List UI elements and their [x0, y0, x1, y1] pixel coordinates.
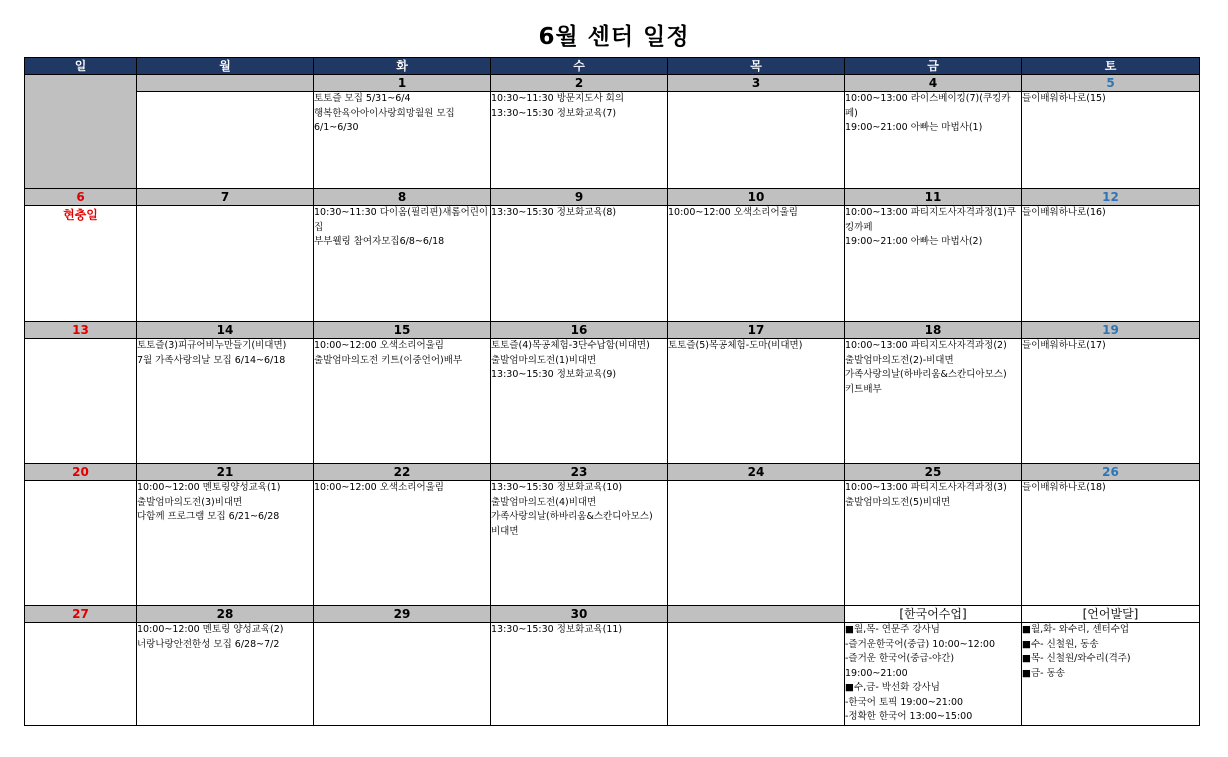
info-line: ■목- 신철원/와수리(격주) [1022, 653, 1131, 664]
day-events [25, 623, 137, 726]
day-events [314, 339, 491, 464]
day-number: 13 [25, 322, 137, 339]
day-number: 17 [668, 322, 845, 339]
day-number: 18 [845, 322, 1022, 339]
day-number: 26 [1022, 464, 1200, 481]
day-events [1022, 481, 1200, 606]
day-events [668, 623, 845, 726]
week-4-events [25, 481, 1200, 606]
event-item: 10:00~13:00 파티지도사자격과정(2) [845, 340, 1007, 351]
info-line: -즐거운 한국어(중급-야간) [845, 653, 955, 664]
day-events [845, 481, 1022, 606]
day-number: 21 [137, 464, 314, 481]
event-item: 출발엄마의도전(5)비대면 [845, 496, 951, 508]
day-number: 28 [137, 606, 314, 623]
empty-day-cell [25, 75, 137, 189]
day-events [491, 92, 668, 189]
week-5-events [25, 623, 1200, 726]
day-events [668, 92, 845, 189]
day-events [314, 623, 491, 726]
page-title: 6월 센터 일정 [538, 24, 690, 50]
day-events [314, 206, 491, 322]
event-item: 토토즐(4)목공체험-3단수납함(비대면) [491, 340, 650, 351]
event-item: 키트배부 [845, 383, 882, 395]
event-item: 토토즐 모집 5/31~6/4 [314, 93, 411, 104]
day-number: 23 [491, 464, 668, 481]
week-2-events [25, 206, 1200, 322]
event-item: 10:30~11:30 다이옴(필리핀)새롬어린이 [314, 207, 489, 218]
event-item: 출발엄마의도전(2)-비대면 [845, 354, 954, 366]
week-3-dates [25, 322, 1200, 339]
event-item: 10:30~11:30 방문지도사 회의 [491, 93, 624, 104]
day-number: 30 [491, 606, 668, 623]
day-number: 16 [491, 322, 668, 339]
event-item: 19:00~21:00 아빠는 마법사(2) [845, 236, 983, 247]
event-item: 13:30~15:30 정보화교육(10) [491, 482, 623, 493]
info-line: ■금- 동송 [1022, 667, 1065, 679]
week-2-dates [25, 189, 1200, 206]
info-line: ■수,금- 박선화 강사님 [845, 682, 940, 693]
week-4-dates [25, 464, 1200, 481]
day-number: 15 [314, 322, 491, 339]
day-number: 29 [314, 606, 491, 623]
language-dev-info [1022, 623, 1200, 726]
info-line: ■수- 신철원, 동송 [1022, 638, 1099, 650]
event-item: 13:30~15:30 정보화교육(7) [491, 107, 617, 119]
weekday-tue: 화 [314, 58, 491, 75]
day-events [137, 481, 314, 606]
day-events [491, 481, 668, 606]
event-item: 출발엄마의도전 키트(이중언어)배부 [314, 354, 463, 366]
day-events [314, 481, 491, 606]
event-item: 비대면 [491, 525, 519, 537]
info-line: -정확한 한국어 13:00~15:00 [845, 711, 973, 722]
day-events [1022, 206, 1200, 322]
holiday-label: 현충일 [25, 206, 137, 322]
event-item: 10:00~13:00 라이스베이킹(7)(쿠킹카 [845, 93, 1011, 104]
day-number: 7 [137, 189, 314, 206]
event-item: 들이배워하나로(18) [1022, 482, 1106, 493]
event-item: 들이배워하나로(17) [1022, 340, 1106, 351]
day-events [491, 623, 668, 726]
weekday-fri: 금 [845, 58, 1022, 75]
day-events [25, 339, 137, 464]
event-item: 10:00~12:00 오색소리어울림 [668, 207, 798, 218]
event-item: 가족사랑의날(하바리움&스칸디아모스) [845, 369, 1007, 380]
day-events [491, 206, 668, 322]
week-5-dates [25, 606, 1200, 623]
weekday-sun: 일 [25, 58, 137, 75]
info-line: 19:00~21:00 [845, 667, 908, 679]
day-number: 8 [314, 189, 491, 206]
info-line: -즐거운한국어(중급) 10:00~12:00 [845, 638, 995, 650]
day-number: 20 [25, 464, 137, 481]
day-events [137, 623, 314, 726]
event-item: 13:30~15:30 정보화교육(9) [491, 369, 617, 380]
day-number: 19 [1022, 322, 1200, 339]
event-item: 7월 가족사랑의날 모집 6/14~6/18 [137, 354, 286, 366]
event-item: 가족사랑의날(하바리움&스칸디아모스) [491, 511, 653, 522]
day-events [1022, 339, 1200, 464]
day-events [137, 92, 314, 189]
day-events [668, 206, 845, 322]
day-number: 4 [845, 75, 1022, 92]
event-item: 다함께 프로그램 모집 6/21~6/28 [137, 511, 280, 522]
korean-class-info [845, 623, 1022, 726]
day-events [845, 206, 1022, 322]
day-events [314, 92, 491, 189]
day-number: 12 [1022, 189, 1200, 206]
day-number: 3 [668, 75, 845, 92]
day-number: 25 [845, 464, 1022, 481]
korean-class-heading: [한국어수업] [845, 606, 1022, 623]
info-line: ■월,목- 연문주 강사님 [845, 624, 940, 635]
week-1-events [25, 92, 1200, 189]
day-events [137, 339, 314, 464]
event-item: 행복한육아아이사랑희망월원 모집 [314, 107, 455, 119]
event-item: 출발엄마의도전(3)비대면 [137, 496, 243, 508]
day-number: 27 [25, 606, 137, 623]
event-item: 토토즐(5)목공체험-도마(비대면) [668, 340, 803, 351]
day-events [668, 481, 845, 606]
info-line: -한국어 토픽 19:00~21:00 [845, 696, 964, 708]
event-item: 출발엄마의도전(4)비대면 [491, 496, 597, 508]
day-events [845, 339, 1022, 464]
day-number: 22 [314, 464, 491, 481]
event-item: 13:30~15:30 정보화교육(8) [491, 207, 617, 218]
event-item: 페) [845, 107, 858, 119]
day-number: 10 [668, 189, 845, 206]
week-3-events [25, 339, 1200, 464]
language-dev-heading: [언어발달] [1022, 606, 1200, 623]
day-number: 9 [491, 189, 668, 206]
event-item: 집 [314, 221, 324, 233]
event-item: 13:30~15:30 정보화교육(11) [491, 624, 623, 635]
weekday-header-row [25, 58, 1200, 75]
day-number: 5 [1022, 75, 1200, 92]
event-item: 킹까페 [845, 221, 873, 233]
event-item: 10:00~12:00 오색소리어울림 [314, 340, 444, 351]
event-item: 출발엄마의도전(1)비대면 [491, 354, 597, 366]
weekday-mon: 월 [137, 58, 314, 75]
event-item: 들이배워하나로(15) [1022, 93, 1106, 104]
day-number: 2 [491, 75, 668, 92]
event-item: 부부웰링 참여자모집6/8~6/18 [314, 236, 445, 247]
info-line: ■월,화- 와수리, 센터수업 [1022, 624, 1130, 635]
day-number: 14 [137, 322, 314, 339]
event-item: 10:00~12:00 멘토링양성교육(1) [137, 482, 281, 493]
event-item: 10:00~13:00 파티지도사자격과정(1)쿠 [845, 207, 1016, 218]
event-item: 19:00~21:00 아빠는 마법사(1) [845, 122, 983, 133]
event-item: 들이배워하나로(16) [1022, 207, 1106, 218]
week-1-dates [25, 75, 1200, 92]
event-item: 10:00~12:00 오색소리어울림 [314, 482, 444, 493]
day-events [491, 339, 668, 464]
day-events [137, 206, 314, 322]
day-events [1022, 92, 1200, 189]
day-events [845, 92, 1022, 189]
day-number [137, 75, 314, 92]
day-number: 6 [25, 189, 137, 206]
day-events [25, 481, 137, 606]
event-item: 토토즐(3)피규어비누만들기(비대면) [137, 340, 287, 351]
event-item: 10:00~12:00 멘토링 양성교육(2) [137, 624, 284, 635]
weekday-thu: 목 [668, 58, 845, 75]
day-number: 11 [845, 189, 1022, 206]
day-number: 24 [668, 464, 845, 481]
day-events [668, 339, 845, 464]
weekday-sat: 토 [1022, 58, 1200, 75]
calendar-table [24, 57, 1200, 726]
day-number [668, 606, 845, 623]
event-item: 너랑나랑안전한성 모집 6/28~7/2 [137, 638, 280, 650]
weekday-wed: 수 [491, 58, 668, 75]
event-item: 10:00~13:00 파티지도사자격과정(3) [845, 482, 1007, 493]
event-item: 6/1~6/30 [314, 122, 359, 133]
day-number: 1 [314, 75, 491, 92]
